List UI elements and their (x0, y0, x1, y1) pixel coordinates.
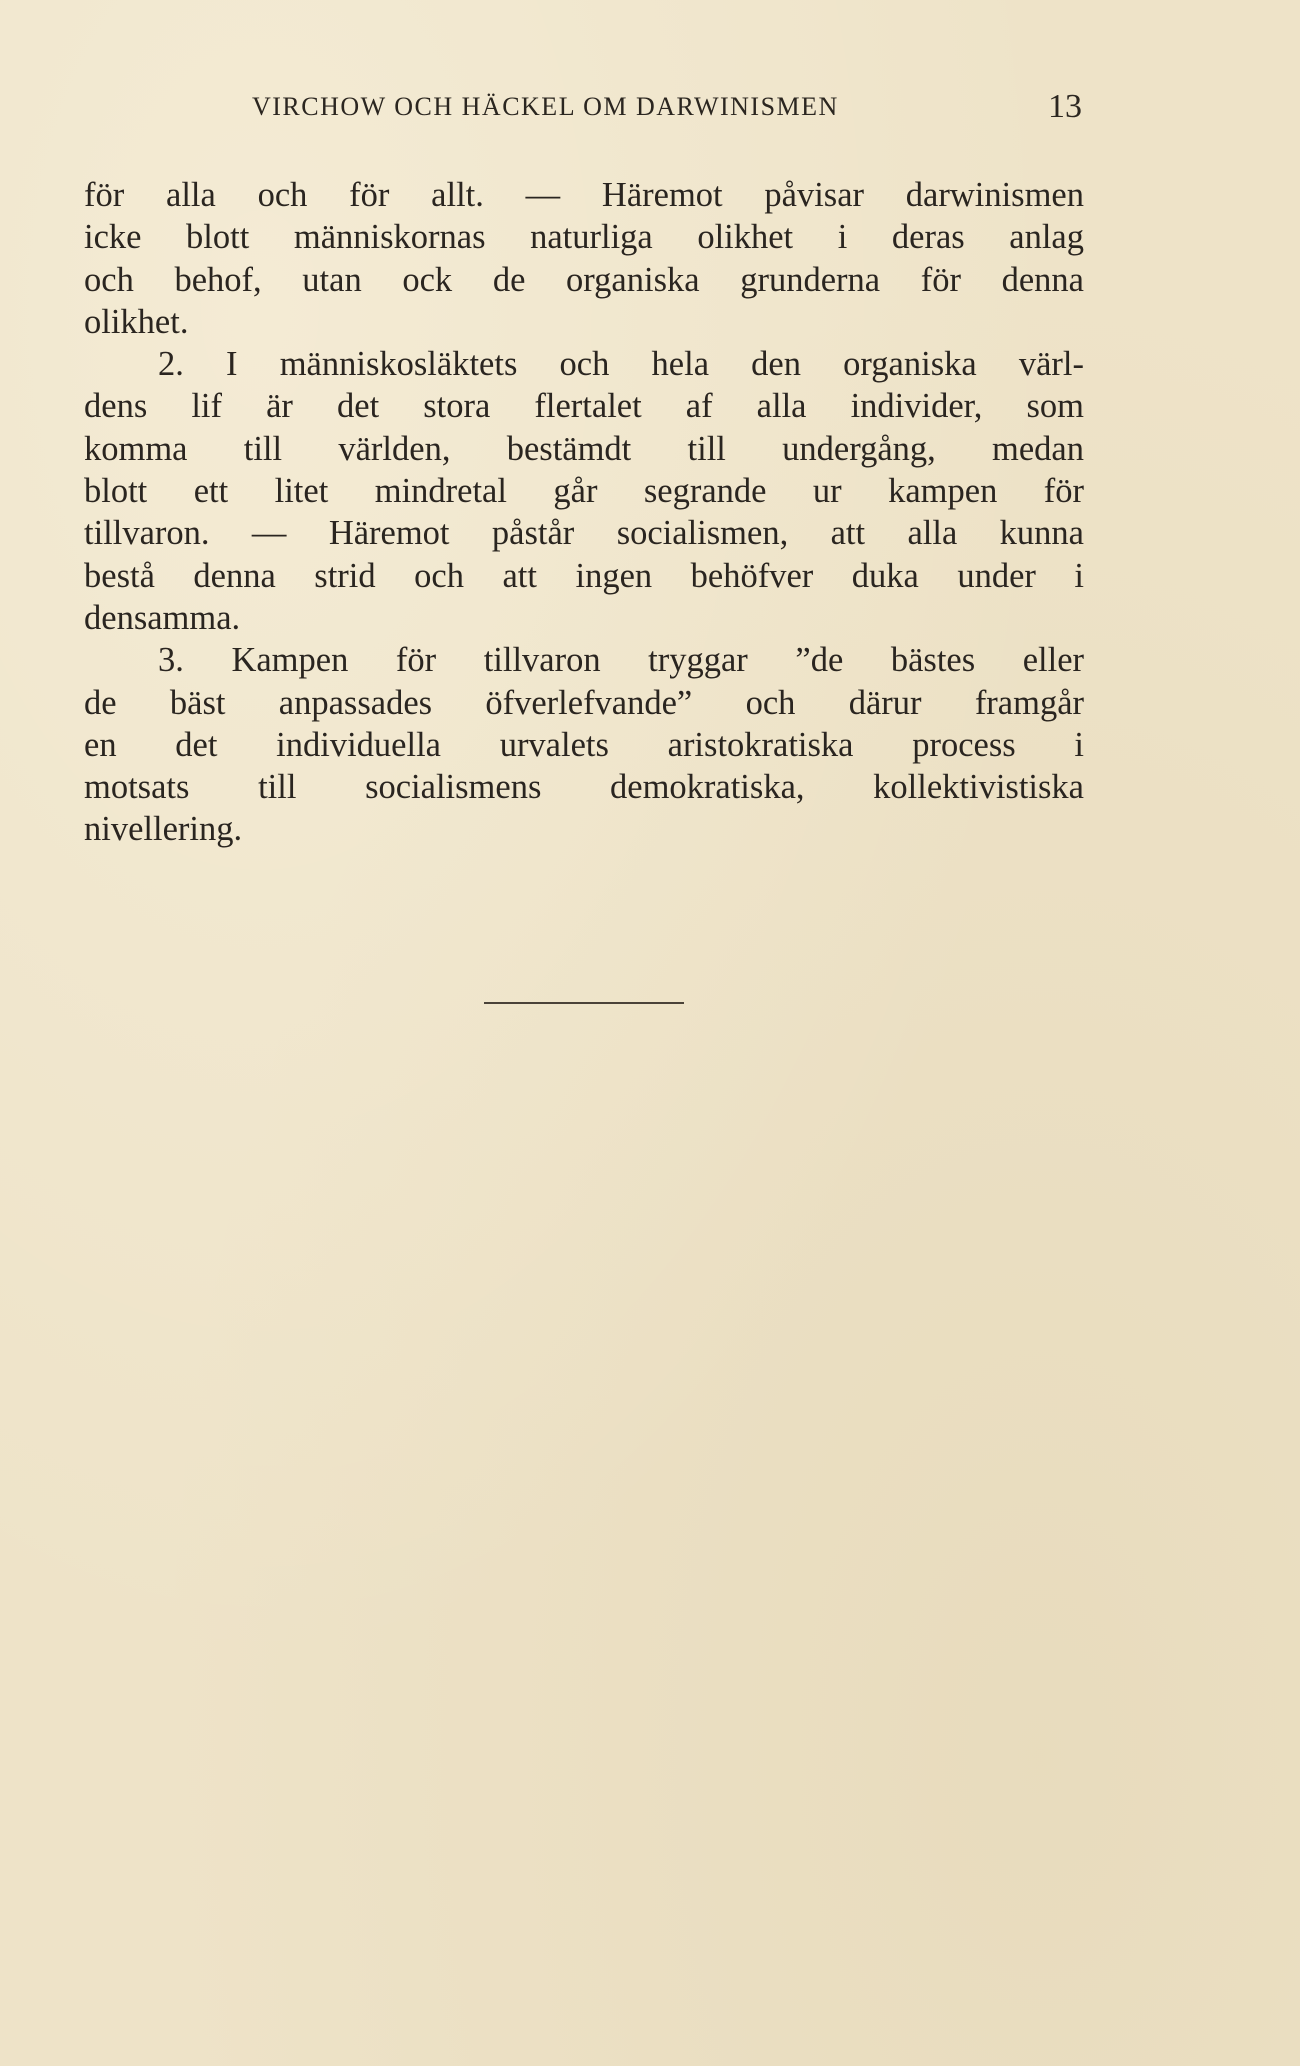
text-line: en det individuella urvalets aristokratiska process i (84, 725, 1084, 764)
text-line: de bäst anpassades öfverlefvande” och därur framgår (84, 683, 1084, 722)
text-line: olikhet. (84, 302, 189, 341)
text-line: och behof, utan ock de organiska grunderna för denna (84, 260, 1084, 299)
page-number: 13 (1048, 88, 1082, 125)
text-line: motsats till socialismens demokratiska, kollektivistiska (84, 768, 1084, 807)
text-line: icke blott människornas naturliga olikhet i deras anlag (84, 218, 1084, 257)
text-line: densamma. (84, 598, 241, 637)
text-line: blott ett litet mindretal går segrande ur kampen för (84, 472, 1084, 511)
text-line: nivellering. (84, 810, 243, 849)
text-line: för alla och för allt. — Häremot påvisar darwinismen (84, 176, 1084, 214)
body-text (84, 174, 1084, 851)
running-header-title: VIRCHOW OCH HÄCKEL OM DARWINISMEN (252, 92, 839, 121)
text-line: 3. Kampen för tillvaron tryggar ”de bästes eller (158, 641, 1084, 680)
text-line: komma till världen, bestämdt till undergång, medan (84, 429, 1084, 468)
section-divider-rule (484, 1002, 684, 1004)
text-line: 2. I människosläktets och hela den organiska värl- (158, 345, 1084, 384)
text-line: dens lif är det stora flertalet af alla individer, som (84, 387, 1084, 426)
text-line: bestå denna strid och att ingen behöfver duka under i (84, 556, 1084, 595)
text-line: tillvaron. — Häremot påstår socialismen, att alla kunna (84, 514, 1084, 553)
